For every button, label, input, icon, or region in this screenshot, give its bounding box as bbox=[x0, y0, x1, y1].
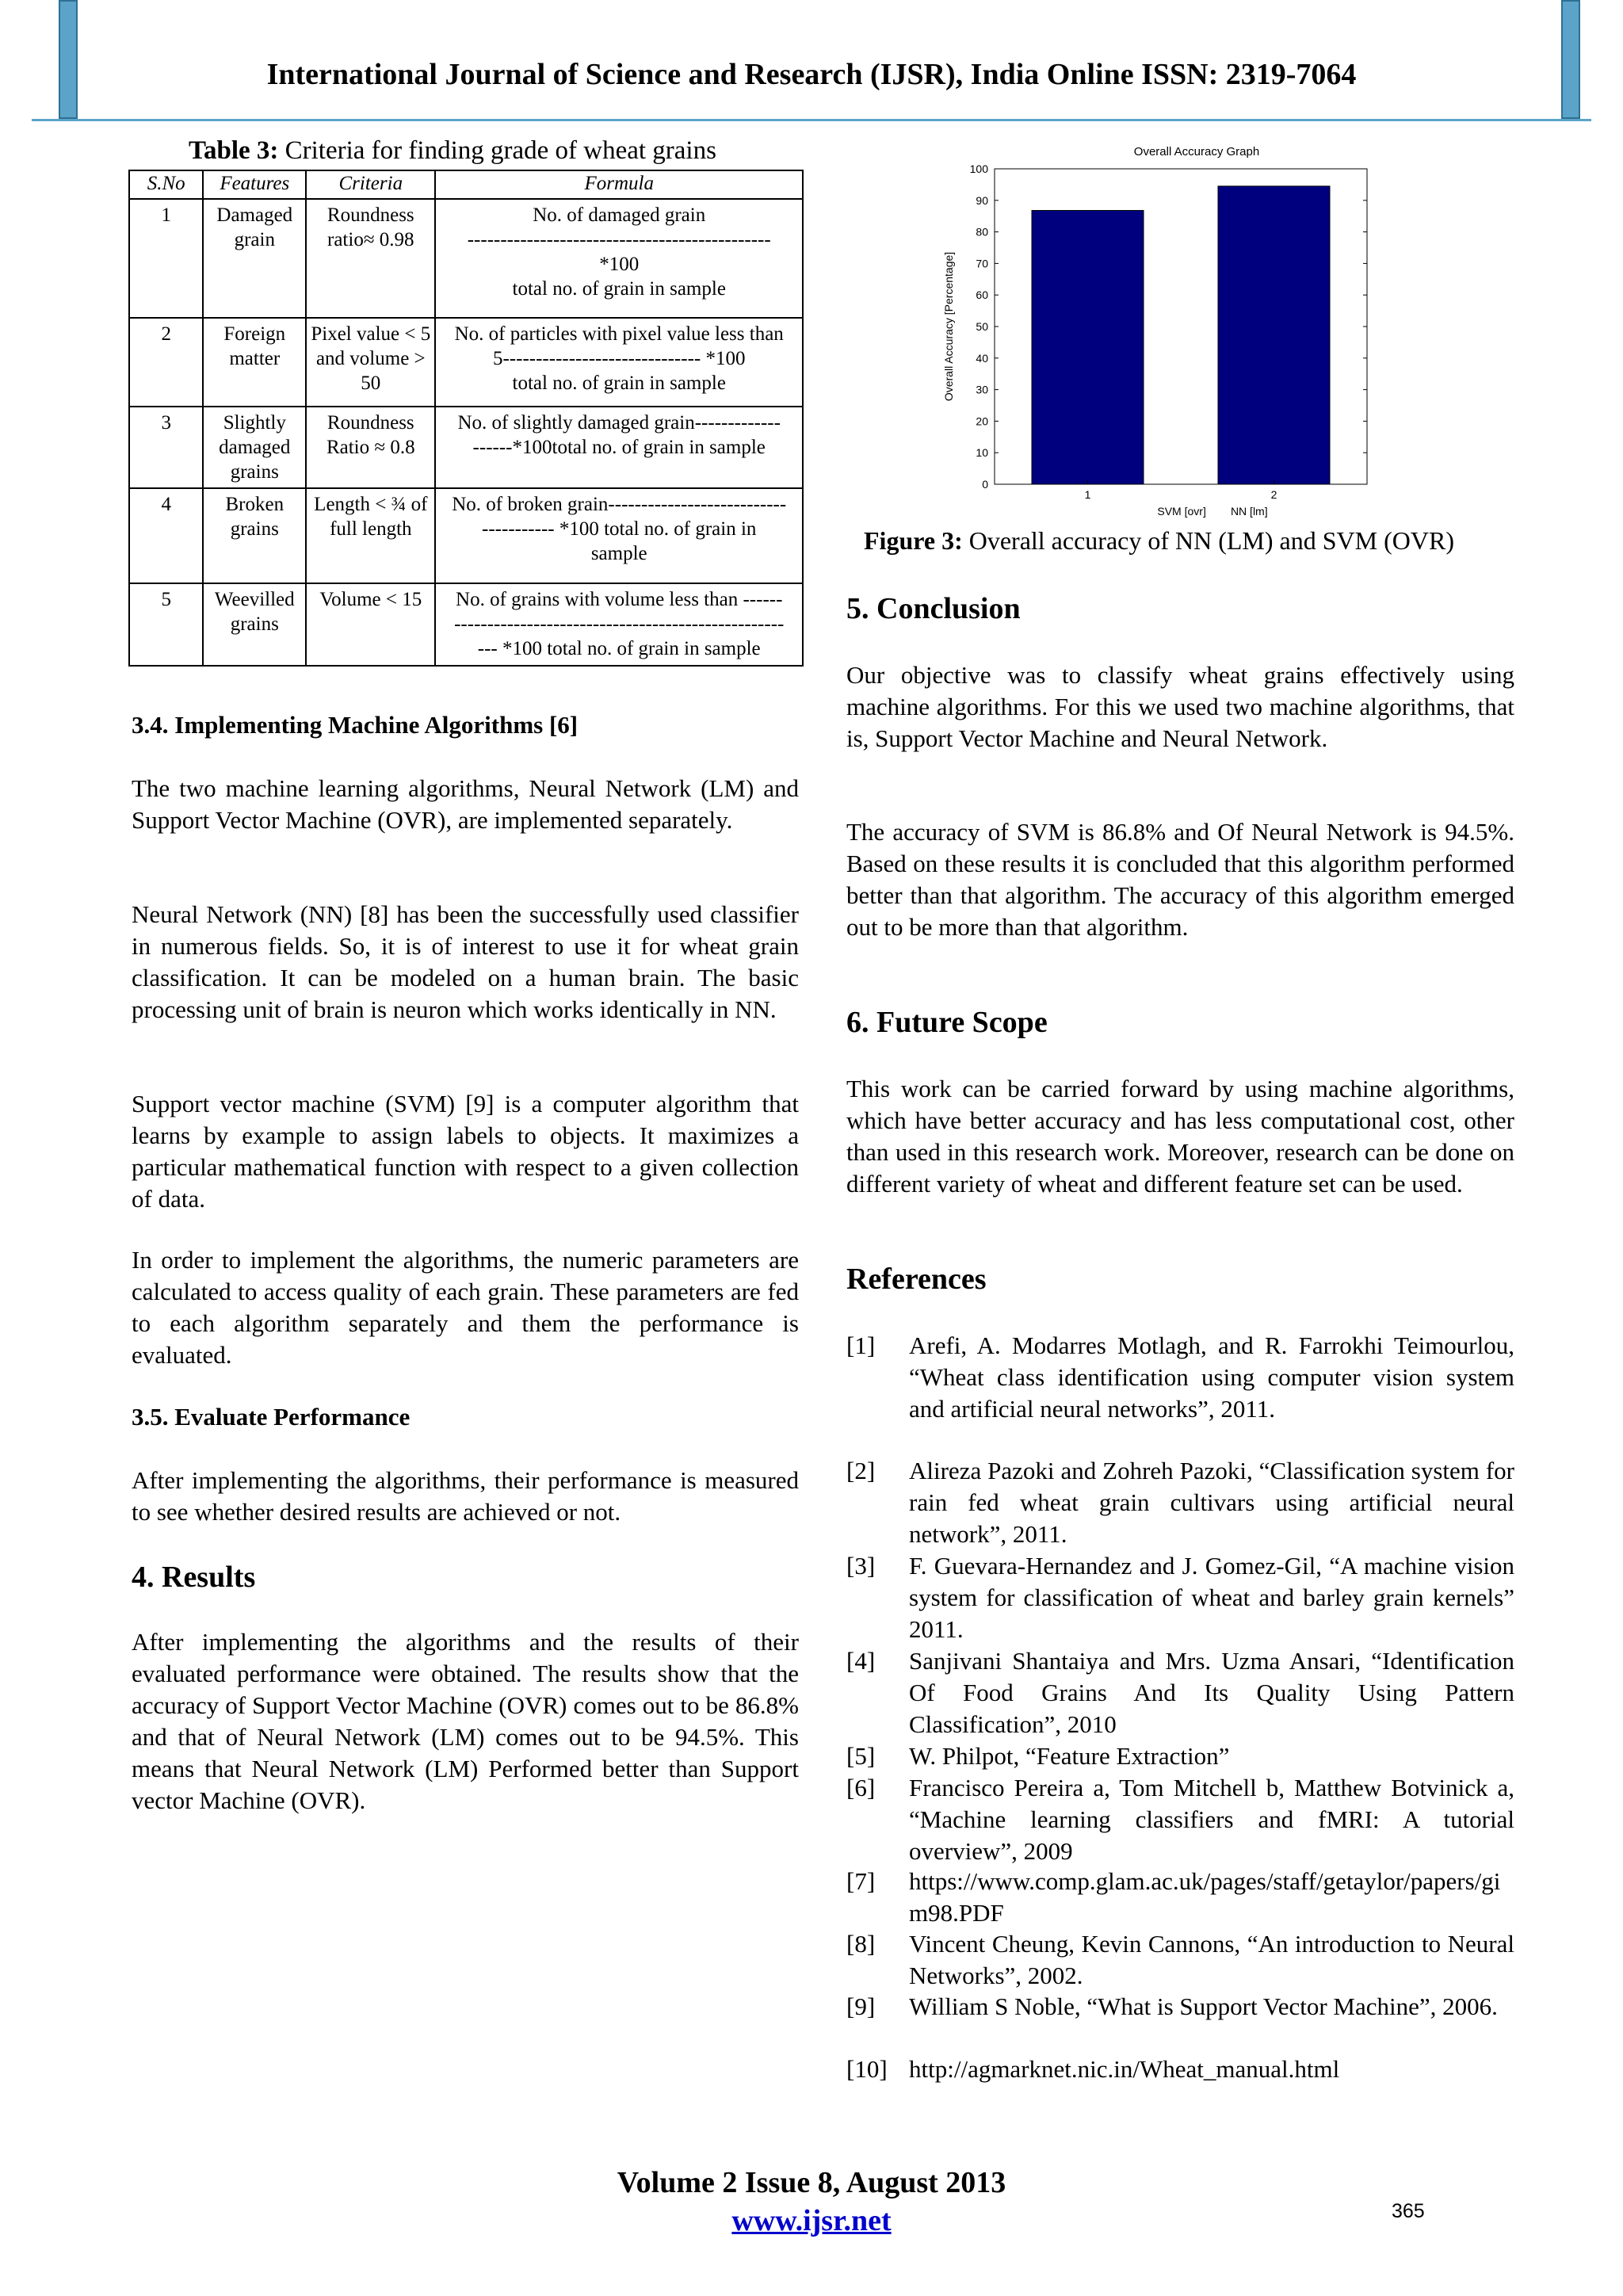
reference-item: [4] Sanjivani Shantaiya and Mrs. Uzma Ansari, “Identification Of Food Grains And Its Quality Using Pattern Classification”, 2010 bbox=[846, 1647, 1514, 1738]
chart-title: Overall Accuracy Graph bbox=[1133, 145, 1260, 159]
cell-criteria: Length < ¾ of full length bbox=[306, 488, 435, 583]
cell-sno: 2 bbox=[129, 318, 203, 407]
section-3-5-heading: 3.5. Evaluate Performance bbox=[132, 1403, 411, 1431]
cell-formula: No. of grains with volume less than ------ -------------------------------------------------- --- *100 total no. of grain in sample bbox=[435, 583, 803, 666]
table3-caption: Table 3: Criteria for finding grade of wheat grains bbox=[189, 136, 716, 165]
table-row bbox=[129, 407, 803, 488]
cell-sno: 3 bbox=[129, 407, 203, 488]
chart-ylabel: Overall Accuracy [Percentage] bbox=[942, 251, 955, 402]
paragraph: Our objective was to classify wheat grains effectively using machine algorithms. For this we used two machine algorithms, that is, Support Vector Machine and Neural Network. bbox=[846, 661, 1514, 752]
paragraph: Support vector machine (SVM) [9] is a computer algorithm that learns by example to assign labels to objects. It maximizes a particular mathematical function with respect to a given collection of data. bbox=[132, 1090, 799, 1213]
y-tick-label: 20 bbox=[976, 415, 988, 428]
cell-sno: 1 bbox=[129, 199, 203, 318]
footer-url[interactable] bbox=[0, 2203, 1623, 2238]
col-header: Formula bbox=[435, 170, 803, 199]
references-heading: References bbox=[846, 1263, 987, 1296]
cell-sno: 4 bbox=[129, 488, 203, 583]
journal-header: International Journal of Science and Research (IJSR), India Online ISSN: 2319-7064 bbox=[266, 58, 1357, 91]
paragraph: In order to implement the algorithms, the numeric parameters are calculated to access quality of each grain. These parameters are fed to each algorithm separately and them the performance is evaluated. bbox=[132, 1246, 799, 1369]
reference-item: [3] F. Guevara-Hernandez and J. Gomez-Gil, “A machine vision system for classification of wheat and barley grain kernels” 2011. bbox=[846, 1552, 1514, 1643]
cell-criteria: Pixel value < 5 and volume > 50 bbox=[306, 318, 435, 407]
cell-criteria: Roundness ratio≈ 0.98 bbox=[306, 199, 435, 318]
col-header: S.No bbox=[129, 170, 203, 199]
y-tick-label: 50 bbox=[976, 320, 988, 333]
reference-item: [6] Francisco Pereira a, Tom Mitchell b, Matthew Botvinick a, “Machine learning classifiers and fMRI: A tutorial overview”, 2009 bbox=[846, 1774, 1514, 1865]
reference-item: [9] William S Noble, “What is Support Vector Machine”, 2006. bbox=[846, 1992, 1498, 2020]
table-row bbox=[129, 199, 803, 318]
y-tick-label: 80 bbox=[976, 225, 988, 239]
col-header: Criteria bbox=[306, 170, 435, 199]
cell-sno: 5 bbox=[129, 583, 203, 666]
cell-formula: No. of slightly damaged grain------------- ------*100total no. of grain in sample bbox=[435, 407, 803, 488]
paragraph: The accuracy of SVM is 86.8% and Of Neural Network is 94.5%. Based on these results it is concluded that this algorithm performed better than that algorithm. The accuracy of this algorithm emerged out to be more than that algorithm. bbox=[846, 818, 1514, 941]
page-number: 365 bbox=[1392, 2200, 1425, 2222]
section-3-4-heading: 3.4. Implementing Machine Algorithms [6] bbox=[132, 711, 579, 739]
paragraph: This work can be carried forward by using machine algorithms, which have better accuracy and has less computational cost, other than used in this research work. Moreover, research can be done on different variety of wheat and different feature set can be used. bbox=[846, 1075, 1514, 1198]
table-row bbox=[129, 488, 803, 583]
y-tick-label: 70 bbox=[976, 257, 988, 270]
table-row bbox=[129, 583, 803, 666]
paragraph: After implementing the algorithms, their performance is measured to see whether desired results are achieved or not. bbox=[132, 1466, 799, 1526]
cell-formula: No. of particles with pixel value less than 5------------------------------ *100 total no. of grain in sample bbox=[435, 318, 803, 407]
paragraph: After implementing the algorithms and the results of their evaluated performance were obtained. The results show that the accuracy of Support Vector Machine (OVR) comes out to be 86.8% and that of Neural Network (LM) comes out to be 94.5%. This means that Neural Network (LM) Performed better than Support vector Machine (OVR). bbox=[132, 1628, 799, 1814]
overall-accuracy-chart bbox=[935, 143, 1426, 523]
bar-2 bbox=[1218, 186, 1330, 484]
cell-formula: No. of damaged grain ---------------------------------------------- *100 total no. of grain in sample bbox=[435, 199, 803, 318]
col-header: Features bbox=[203, 170, 306, 199]
figure3-caption: Figure 3: Overall accuracy of NN (LM) and SVM (OVR) bbox=[864, 526, 1454, 555]
y-tick-label: 100 bbox=[969, 162, 988, 175]
cell-formula: No. of broken grain--------------------------- ----------- *100 total no. of grain in sample bbox=[435, 488, 803, 583]
cell-feature: Broken grains bbox=[203, 488, 306, 583]
header-rule bbox=[32, 119, 1591, 121]
chart-xlabel: SVM [ovr] NN [lm] bbox=[1157, 505, 1268, 518]
footer-volume: Volume 2 Issue 8, August 2013 bbox=[617, 2166, 1006, 2199]
cell-feature: Foreign matter bbox=[203, 318, 306, 407]
criteria-table bbox=[128, 170, 804, 667]
section-6-heading: 6. Future Scope bbox=[846, 1006, 1048, 1039]
x-tick-label: 1 bbox=[1084, 488, 1091, 501]
cell-feature: Weevilled grains bbox=[203, 583, 306, 666]
reference-item: [8] Vincent Cheung, Kevin Cannons, “An introduction to Neural Networks”, 2002. bbox=[846, 1930, 1514, 1989]
cell-feature: Damaged grain bbox=[203, 199, 306, 318]
paragraph: Neural Network (NN) [8] has been the successfully used classifier in numerous fields. So, it is of interest to use it for wheat grain classification. It can be modeled on a human brain. The basic processing unit of brain is neuron which works identically in NN. bbox=[132, 900, 799, 1023]
paragraph: The two machine learning algorithms, Neural Network (LM) and Support Vector Machine (OVR), are implemented separately. bbox=[132, 774, 799, 834]
y-tick-label: 10 bbox=[976, 446, 988, 460]
table-row bbox=[129, 318, 803, 407]
y-tick-label: 60 bbox=[976, 288, 988, 302]
reference-item: [10] http://agmarknet.nic.in/Wheat_manual.html bbox=[846, 2055, 1340, 2083]
section-5-heading: 5. Conclusion bbox=[846, 592, 1021, 625]
cell-criteria: Roundness Ratio ≈ 0.8 bbox=[306, 407, 435, 488]
y-tick-label: 0 bbox=[982, 478, 988, 491]
cell-feature: Slightly damaged grains bbox=[203, 407, 306, 488]
table-header-row bbox=[129, 170, 803, 199]
journal-link[interactable]: www.ijsr.net bbox=[731, 2204, 892, 2237]
y-tick-label: 40 bbox=[976, 351, 988, 365]
y-tick-label: 90 bbox=[976, 193, 988, 207]
x-tick-label: 2 bbox=[1270, 488, 1277, 501]
y-tick-label: 30 bbox=[976, 383, 988, 396]
reference-item: [2] Alireza Pazoki and Zohreh Pazoki, “Classification system for rain fed wheat grain cultivars using artificial neural network”, 2011. bbox=[846, 1457, 1514, 1548]
section-4-heading: 4. Results bbox=[132, 1561, 256, 1594]
bar-1 bbox=[1032, 211, 1144, 484]
reference-item: [7] https://www.comp.glam.ac.uk/pages/staff/getaylor/papers/gim98.PDF bbox=[846, 1867, 1501, 1927]
cell-criteria: Volume < 15 bbox=[306, 583, 435, 666]
reference-item: [1] Arefi, A. Modarres Motlagh, and R. Farrokhi Teimourlou, “Wheat class identification using computer vision system and artificial neural networks”, 2011. bbox=[846, 1331, 1514, 1423]
reference-item: [5] W. Philpot, “Feature Extraction” bbox=[846, 1742, 1230, 1770]
